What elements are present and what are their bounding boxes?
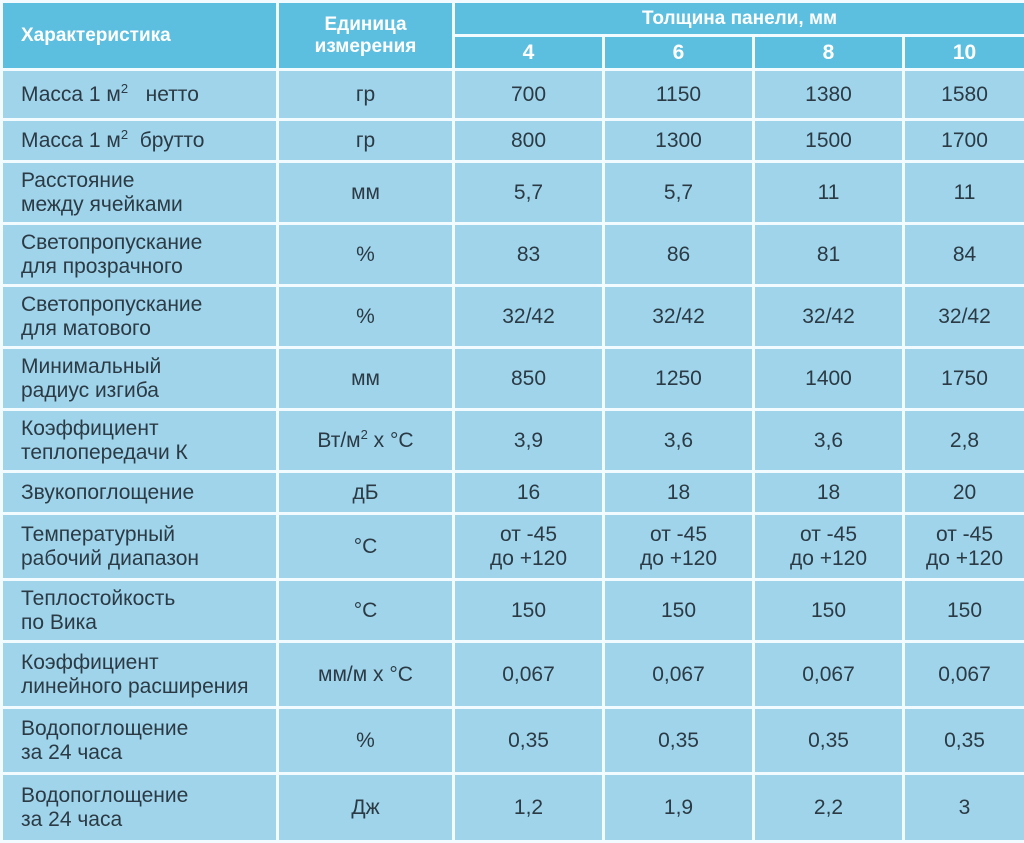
row-value-6: 5,7 bbox=[604, 162, 754, 224]
row-value-8: 32/42 bbox=[754, 286, 904, 348]
row-value-8: 11 bbox=[754, 162, 904, 224]
row-value-8: 0,35 bbox=[754, 708, 904, 774]
header-unit-line1: Единица bbox=[324, 14, 406, 35]
row-unit: мм/м х °С bbox=[278, 642, 454, 708]
row-value-8: 18 bbox=[754, 472, 904, 514]
row-value-6: 1250 bbox=[604, 348, 754, 410]
row-value-8: от -45 до +120 bbox=[754, 514, 904, 580]
row-unit: гр bbox=[278, 70, 454, 120]
row-value-6: 3,6 bbox=[604, 410, 754, 472]
table-row bbox=[2, 774, 1024, 842]
row-unit: % bbox=[278, 286, 454, 348]
table-row bbox=[2, 70, 1024, 120]
row-name: Светопропускание для прозрачного bbox=[2, 224, 278, 286]
row-unit: °С bbox=[278, 580, 454, 642]
header-thickness-group: Толщина панели, мм bbox=[454, 2, 1024, 36]
row-value-4: 5,7 bbox=[454, 162, 604, 224]
row-value-6: 0,35 bbox=[604, 708, 754, 774]
row-name: Водопоглощение за 24 часа bbox=[2, 774, 278, 842]
row-unit: % bbox=[278, 224, 454, 286]
row-value-8: 2,2 bbox=[754, 774, 904, 842]
header-unit-line2: измерения bbox=[315, 36, 417, 57]
row-unit: % bbox=[278, 708, 454, 774]
row-name: Минимальный радиус изгиба bbox=[2, 348, 278, 410]
row-value-8: 3,6 bbox=[754, 410, 904, 472]
row-value-10: 1700 bbox=[904, 120, 1024, 162]
row-name: Масса 1 $м^2$ нетто bbox=[2, 70, 278, 120]
row-value-10: 150 bbox=[904, 580, 1024, 642]
row-value-10: 84 bbox=[904, 224, 1024, 286]
header-thickness-8: 8 bbox=[754, 36, 904, 70]
row-value-8: 1380 bbox=[754, 70, 904, 120]
row-value-10: от -45 до +120 bbox=[904, 514, 1024, 580]
row-name: Температурный рабочий диапазон bbox=[2, 514, 278, 580]
header-thickness-4: 4 bbox=[454, 36, 604, 70]
table-row bbox=[2, 224, 1024, 286]
table-row bbox=[2, 514, 1024, 580]
row-value-10: 0,067 bbox=[904, 642, 1024, 708]
header-thickness-6: 6 bbox=[604, 36, 754, 70]
row-unit: $Вт/м^2$ х °С bbox=[278, 410, 454, 472]
table-row bbox=[2, 286, 1024, 348]
row-unit: Дж bbox=[278, 774, 454, 842]
table-row bbox=[2, 472, 1024, 514]
row-value-6: 1150 bbox=[604, 70, 754, 120]
row-name: Светопропускание для матового bbox=[2, 286, 278, 348]
row-value-8: 1400 bbox=[754, 348, 904, 410]
table-row bbox=[2, 162, 1024, 224]
row-value-4: 700 bbox=[454, 70, 604, 120]
row-value-10: 1750 bbox=[904, 348, 1024, 410]
row-value-8: 150 bbox=[754, 580, 904, 642]
row-value-6: 1,9 bbox=[604, 774, 754, 842]
row-value-4: 83 bbox=[454, 224, 604, 286]
row-value-6: от -45 до +120 bbox=[604, 514, 754, 580]
table-row bbox=[2, 410, 1024, 472]
table-row bbox=[2, 580, 1024, 642]
row-name: Коэффициент теплопередачи К bbox=[2, 410, 278, 472]
row-value-10: 11 bbox=[904, 162, 1024, 224]
row-value-6: 32/42 bbox=[604, 286, 754, 348]
header-unit bbox=[278, 2, 454, 70]
row-value-4: 3,9 bbox=[454, 410, 604, 472]
row-value-10: 32/42 bbox=[904, 286, 1024, 348]
row-name: Теплостойкость по Вика bbox=[2, 580, 278, 642]
row-unit: °С bbox=[278, 514, 454, 580]
row-unit: мм bbox=[278, 348, 454, 410]
row-value-4: 800 bbox=[454, 120, 604, 162]
table-row bbox=[2, 642, 1024, 708]
row-name: Водопоглощение за 24 часа bbox=[2, 708, 278, 774]
row-unit: дБ bbox=[278, 472, 454, 514]
row-value-6: 18 bbox=[604, 472, 754, 514]
row-value-4: 150 bbox=[454, 580, 604, 642]
table-row bbox=[2, 708, 1024, 774]
row-value-4: 850 bbox=[454, 348, 604, 410]
row-value-6: 150 bbox=[604, 580, 754, 642]
row-value-8: 81 bbox=[754, 224, 904, 286]
header-thickness-10: 10 bbox=[904, 36, 1024, 70]
row-value-10: 0,35 bbox=[904, 708, 1024, 774]
row-unit: гр bbox=[278, 120, 454, 162]
row-value-4: 16 bbox=[454, 472, 604, 514]
row-value-8: 0,067 bbox=[754, 642, 904, 708]
row-value-4: 0,067 bbox=[454, 642, 604, 708]
row-value-4: 0,35 bbox=[454, 708, 604, 774]
row-value-6: 0,067 bbox=[604, 642, 754, 708]
row-name: Масса 1 $м^2$ брутто bbox=[2, 120, 278, 162]
row-value-4: от -45 до +120 bbox=[454, 514, 604, 580]
row-value-6: 86 bbox=[604, 224, 754, 286]
row-name: Расстояние между ячейками bbox=[2, 162, 278, 224]
row-value-8: 1500 bbox=[754, 120, 904, 162]
table-row bbox=[2, 120, 1024, 162]
row-value-10: 20 bbox=[904, 472, 1024, 514]
row-unit: мм bbox=[278, 162, 454, 224]
row-value-10: 3 bbox=[904, 774, 1024, 842]
row-value-10: 2,8 bbox=[904, 410, 1024, 472]
row-name: Коэффициент линейного расширения bbox=[2, 642, 278, 708]
row-value-4: 32/42 bbox=[454, 286, 604, 348]
row-value-6: 1300 bbox=[604, 120, 754, 162]
row-name: Звукопоглощение bbox=[2, 472, 278, 514]
table-row bbox=[2, 348, 1024, 410]
row-value-4: 1,2 bbox=[454, 774, 604, 842]
header-characteristic: Характеристика bbox=[2, 2, 278, 70]
row-value-10: 1580 bbox=[904, 70, 1024, 120]
